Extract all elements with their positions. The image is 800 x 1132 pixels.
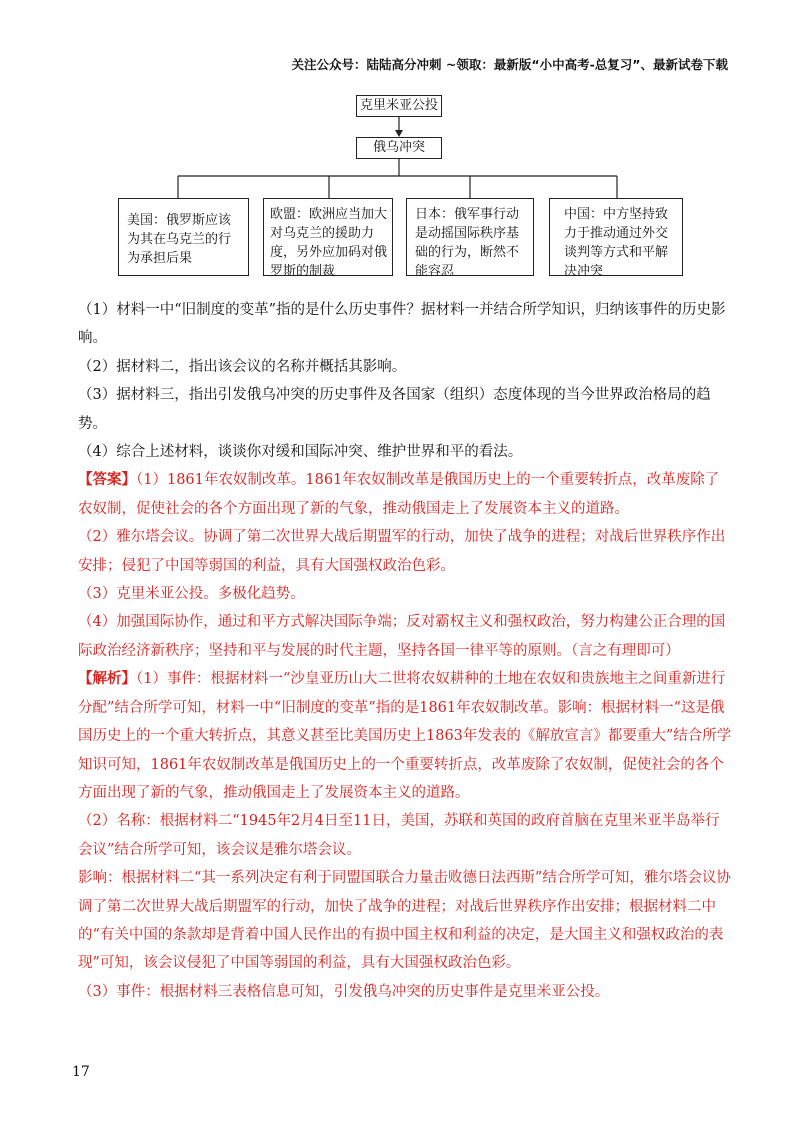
diagram-middle-box: 俄乌冲突 (356, 137, 442, 159)
question-3: （3）据材料三，指出引发俄乌冲突的历史事件及各国家（组织）态度体现的当今世界政治格局的趋势。 (78, 387, 711, 432)
diagram-box-china: 中国：中方坚持致力于推动通过外交谈判等方式和平解决冲突 (549, 198, 683, 276)
answer-3: （3）克里米亚公投。多极化趋势。 (78, 586, 305, 603)
question-1: （1）材料一中“旧制度的变革”指的是什么历史事件？据材料一并结合所学知识，归纳该事件的历史影响。 (78, 302, 726, 347)
question-4: （4）综合上述材料，谈谈你对缓和国际冲突、维护世界和平的看法。 (78, 444, 523, 461)
answer-tag: 【答案】 (78, 471, 136, 489)
analysis-3: 影响：根据材料二“其一系列决定有利于同盟国联合力量击败德日法西斯”结合所学可知，雅尔塔会议协调了第二次世界大战后期盟军的行动，加快了战争的进程；对战后世界秩序作出安排；根据材料二中的“有关中国的条款却是背着中国人民作出的有损中国主权和利益的决定，是大国主义和强权政治的表现”可知，该会议侵犯了中国等弱国的利益，具有大国强权政治色彩。 (78, 870, 731, 972)
analysis-1: 【解析】（1）事件：根据材料一“沙皇亚历山大二世将农奴耕种的土地在农奴和贵族地主之间重新进行分配”结合所学可知，材料一中“旧制度的变革”指的是1861年农奴制改革。影响：根据材料一“这是俄国历史上的一个重大转折点，其意义甚至比美国历史上1863年发表的《解放宣言》都要重大”结合所学知识可知，1861年农奴制改革是俄国历史上的一个重要转折点，改革废除了农奴制，促使社会的各个方面出现了新的气象，推动俄国走上了发展资本主义的道路。 (78, 670, 732, 801)
page-header: 关注公众号：陆陆高分冲刺 ~领取：最新版“小中高考-总复习”、最新试卷下载 (291, 57, 728, 72)
answer-4: （4）加强国际协作，通过和平方式解决国际争端；反对霸权主义和强权政治，努力构建公正合理的国际政治经济新秩序；坚持和平与发展的时代主题，坚持各国一律平等的原则。（言之有理即可） (78, 614, 726, 659)
diagram-top-box: 克里米亚公投 (356, 95, 442, 117)
analysis-tag: 【解析】 (78, 670, 136, 688)
page-number: 17 (72, 1064, 90, 1080)
page-content (78, 296, 733, 1006)
diagram-box-usa: 美国：俄罗斯应该为其在乌克兰的行为承担后果 (118, 198, 249, 276)
answer-2: （2）雅尔塔会议。协调了第二次世界大战后期盟军的行动，加快了战争的进程；对战后世界秩序作出安排；侵犯了中国等弱国的利益，具有大国强权政治色彩。 (78, 529, 726, 574)
diagram-box-japan: 日本：俄军事行动是动摇国际秩序基础的行为，断然不能容忍 (406, 198, 534, 276)
analysis-4: （3）事件：根据材料三表格信息可知，引发俄乌冲突的历史事件是克里米亚公投。 (78, 983, 610, 1000)
question-2: （2）据材料二，指出该会议的名称并概括其影响。 (78, 358, 407, 375)
analysis-2: （2）名称：根据材料二“1945年2月4日至11日，美国，苏联和英国的政府首脑在克里米亚半岛举行会议”结合所学可知，该会议是雅尔塔会议。 (78, 813, 720, 858)
answer-1: 【答案】（1）1861年农奴制改革。1861年农奴制改革是俄国历史上的一个重要转折点，改革废除了农奴制，促使社会的各个方面出现了新的气象，推动俄国走上了发展资本主义的道路。 (78, 471, 720, 517)
diagram-box-eu: 欧盟：欧洲应当加大对乌克兰的援助力度，另外应加码对俄罗斯的制裁 (263, 198, 393, 276)
